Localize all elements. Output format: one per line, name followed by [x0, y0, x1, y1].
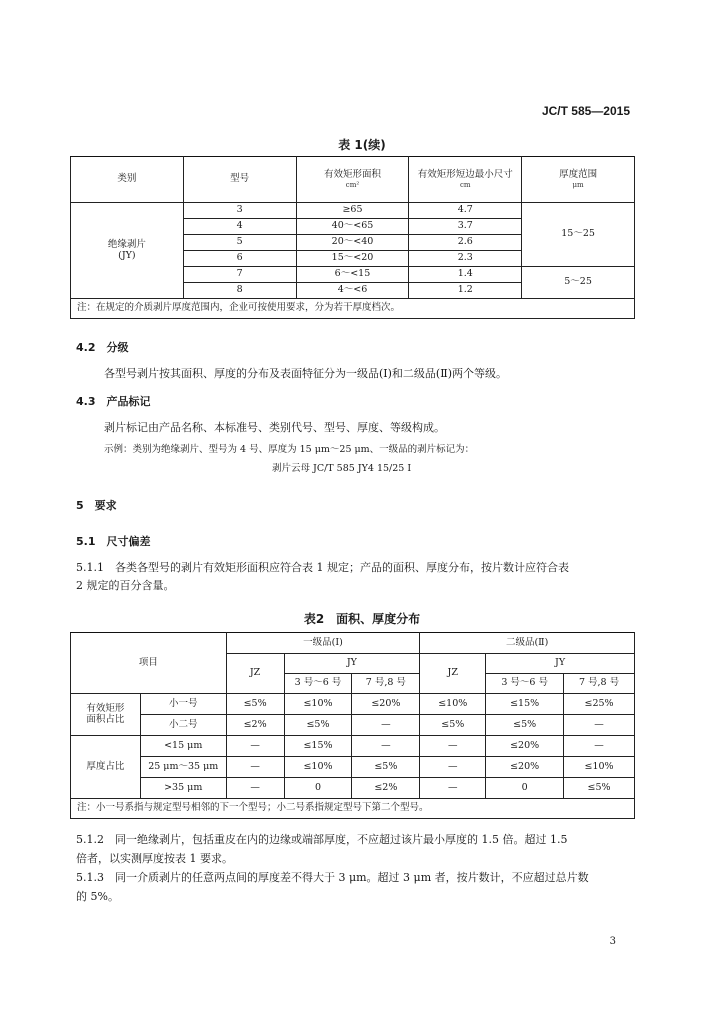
standard-code: JC/T 585—2015 — [541, 104, 630, 118]
section-4-3-text: 剥片标记由产品名称、本标准号、类别代号、型号、厚度、等级构成。 — [104, 421, 445, 434]
t1-header-area — [296, 157, 409, 203]
t1-header-side-unit: cm — [459, 180, 471, 189]
t2-cell: — — [420, 757, 486, 778]
t1-cell: 4.7 — [409, 203, 522, 219]
t1-category-cell — [71, 203, 184, 299]
t2-cell: ≤5% — [226, 694, 284, 715]
t2-cell: ≤15% — [284, 736, 352, 757]
t1-cell: 40～<65 — [296, 219, 409, 235]
t1-cell: 15～<20 — [296, 251, 409, 267]
t2-cell: ≤2% — [352, 778, 420, 799]
t2-cell: ≤10% — [284, 757, 352, 778]
t1-category-code: (JY) — [118, 249, 136, 261]
t2-g2-t36-header: 3 号～6 号 — [486, 674, 564, 694]
t2-g2-jz-header: JZ — [420, 654, 486, 694]
t2-cell: ≤5% — [352, 757, 420, 778]
t2-cell: — — [352, 715, 420, 736]
t1-note: 注：在规定的介质剥片厚度范围内，企业可按使用要求，分为若干厚度档次。 — [71, 299, 635, 319]
t1-cell: 2.3 — [409, 251, 522, 267]
t2-grade1-header: 一级品(Ⅰ) — [226, 633, 420, 654]
t1-cell: 20～<40 — [296, 235, 409, 251]
t1-header-thickness-unit: μm — [572, 180, 584, 189]
t2-cell: ≤25% — [564, 694, 635, 715]
t2-cell: — — [352, 736, 420, 757]
t2-cell: ≤20% — [486, 736, 564, 757]
t2-area-label — [71, 694, 141, 736]
t2-cell: — — [564, 736, 635, 757]
table1-caption: 表 1(续) — [338, 138, 386, 152]
t2-cell: ≤20% — [352, 694, 420, 715]
section-5-1-1-line2: 2 规定的百分含量。 — [76, 579, 175, 592]
t2-cell: — — [226, 757, 284, 778]
t2-item-header: 项目 — [71, 633, 227, 694]
t1-header-thickness-label: 厚度范围 — [559, 169, 598, 181]
t2-row-label: 小一号 — [140, 694, 226, 715]
t1-header-side — [409, 157, 522, 203]
t1-cell: 8 — [183, 283, 296, 299]
section-5-1-heading: 5.1 尺寸偏差 — [76, 535, 151, 548]
section-5-1-3-line2: 的 5%。 — [76, 890, 119, 903]
t1-header-category: 类别 — [71, 157, 184, 203]
t2-cell: 0 — [486, 778, 564, 799]
t1-thickness-b: 5～25 — [522, 267, 635, 299]
section-4-3-example: 示例：类别为绝缘剥片、型号为 4 号、厚度为 15 μm～25 μm、一级品的剥片标记为： — [104, 444, 475, 455]
section-5-1-3-line1: 5.1.3 同一介质剥片的任意两点间的厚度差不得大于 3 μm。超过 3 μm 者，按片数计，不应超过总片数 — [76, 871, 589, 884]
t2-g2-t78-header: 7 号,8 号 — [564, 674, 635, 694]
t1-cell: 1.2 — [409, 283, 522, 299]
t1-cell: 5 — [183, 235, 296, 251]
t2-cell: ≤2% — [226, 715, 284, 736]
t2-cell: ≤10% — [284, 694, 352, 715]
t2-cell: — — [226, 736, 284, 757]
section-4-2-heading: 4.2 分级 — [76, 341, 129, 354]
section-5-1-2-line1: 5.1.2 同一绝缘剥片，包括重皮在内的边缘或端部厚度，不应超过该片最小厚度的 1.5 倍。超过 1.5 — [76, 833, 568, 846]
t1-cell: 2.6 — [409, 235, 522, 251]
t1-cell: 1.4 — [409, 267, 522, 283]
t2-cell: ≤5% — [284, 715, 352, 736]
section-5-1-2-line2: 倍者，以实测厚度按表 1 要求。 — [76, 852, 233, 865]
t1-cell: 3.7 — [409, 219, 522, 235]
t2-cell: — — [564, 715, 635, 736]
t1-header-area-unit: cm² — [345, 180, 360, 189]
t1-header-thickness — [522, 157, 635, 203]
t1-cell: 4～<6 — [296, 283, 409, 299]
t2-thick-label: 厚度占比 — [71, 736, 141, 799]
t2-g1-t78-header: 7 号,8 号 — [352, 674, 420, 694]
t2-row-label: >35 μm — [140, 778, 226, 799]
t2-g2-jy-header: JY — [486, 654, 635, 674]
t2-cell: ≤10% — [564, 757, 635, 778]
t2-cell: — — [420, 736, 486, 757]
t1-category-name: 绝缘剥片 — [107, 238, 146, 250]
t2-g1-jy-header: JY — [284, 654, 420, 674]
t2-cell: ≤5% — [486, 715, 564, 736]
t2-row-label: 小二号 — [140, 715, 226, 736]
t2-g1-t36-header: 3 号～6 号 — [284, 674, 352, 694]
t1-header-area-label: 有效矩形面积 — [323, 169, 381, 181]
t1-header-side-label: 有效矩形短边最小尺寸 — [417, 169, 513, 181]
t2-cell: ≤20% — [486, 757, 564, 778]
t2-cell: ≤10% — [420, 694, 486, 715]
table1 — [70, 156, 635, 319]
t2-note: 注：小一号系指与规定型号相邻的下一个型号；小二号系指规定型号下第二个型号。 — [71, 799, 635, 819]
section-5-1-1-line1: 5.1.1 各类各型号的剥片有效矩形面积应符合表 1 规定；产品的面积、厚度分布，按片数计应符合表 — [76, 561, 569, 574]
t2-grade2-header: 二级品(Ⅱ) — [420, 633, 635, 654]
t2-area-label-line2: 面积占比 — [86, 713, 125, 725]
page-number: 3 — [609, 936, 616, 947]
t2-cell: ≤15% — [486, 694, 564, 715]
section-4-3-heading: 4.3 产品标记 — [76, 395, 151, 408]
t2-row-label: <15 μm — [140, 736, 226, 757]
t2-cell: ≤5% — [420, 715, 486, 736]
t1-cell: 7 — [183, 267, 296, 283]
t2-cell: — — [226, 778, 284, 799]
marking-example: 剥片云母 JC/T 585 JY4 15/25 Ⅰ — [272, 463, 412, 474]
table2-caption: 表2 面积、厚度分布 — [303, 612, 421, 626]
t2-cell: 0 — [284, 778, 352, 799]
t1-cell: 4 — [183, 219, 296, 235]
t2-area-label-line1: 有效矩形 — [86, 702, 125, 714]
section-5-heading: 5 要求 — [76, 499, 117, 512]
t2-row-label: 25 μm～35 μm — [140, 757, 226, 778]
table2 — [70, 632, 635, 819]
t2-cell: ≤5% — [564, 778, 635, 799]
t1-thickness-a: 15～25 — [522, 203, 635, 267]
t1-cell: 6～<15 — [296, 267, 409, 283]
t1-header-type: 型号 — [183, 157, 296, 203]
t2-cell: — — [420, 778, 486, 799]
t1-cell: ≥65 — [296, 203, 409, 219]
t2-g1-jz-header: JZ — [226, 654, 284, 694]
t1-cell: 6 — [183, 251, 296, 267]
t1-cell: 3 — [183, 203, 296, 219]
section-4-2-text: 各型号剥片按其面积、厚度的分布及表面特征分为一级品(Ⅰ)和二级品(Ⅱ)两个等级。 — [104, 367, 507, 380]
